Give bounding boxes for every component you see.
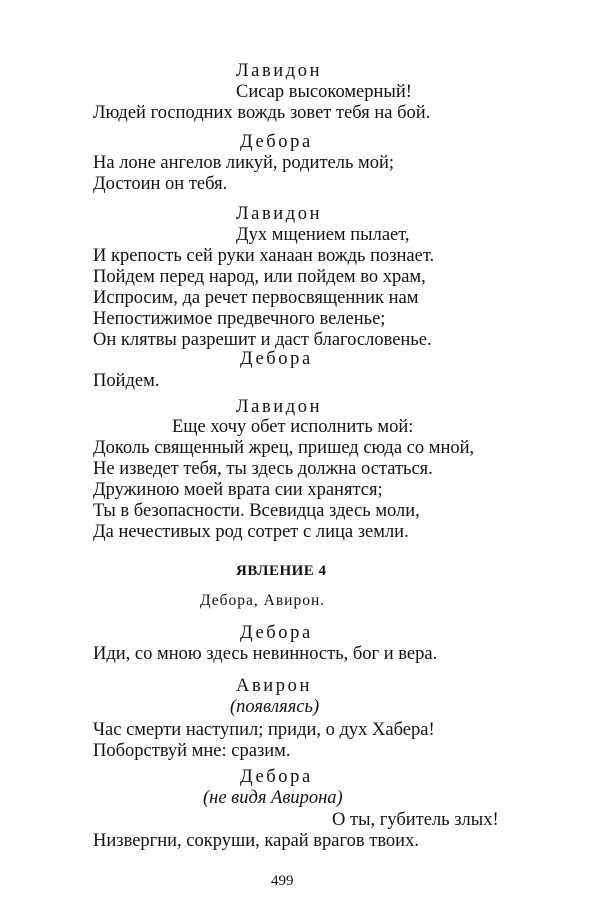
verse-line: Сисар высокомерный!: [236, 82, 412, 102]
verse-line: Низвергни, сокруши, карай врагов твоих.: [93, 831, 419, 851]
speaker-name: Авирон: [236, 676, 312, 696]
verse-line: Не изведет тебя, ты здесь должна остаться.: [93, 459, 433, 479]
verse-line: Поборствуй мне: сразим.: [93, 741, 291, 761]
dramatis-personae: Дебора, Авирон.: [200, 592, 326, 609]
speaker-name: Лавидон: [236, 61, 323, 81]
speaker-name: Дебора: [240, 767, 313, 787]
speaker-name: Дебора: [240, 349, 313, 369]
verse-line: И крепость сей руки ханаан вождь познает.: [93, 246, 435, 266]
verse-line: Дух мщением пылает,: [236, 225, 410, 245]
speaker-name: Дебора: [240, 623, 313, 643]
stage-direction: (не видя Авирона): [203, 788, 343, 808]
verse-line: Да нечестивых род сотрет с лица земли.: [93, 522, 409, 542]
speaker-name: Дебора: [240, 132, 313, 152]
page-number: 499: [271, 873, 294, 889]
verse-line: Доколь священный жрец, пришед сюда со мной,: [93, 438, 475, 458]
verse-line: Пойдем перед народ, или пойдем во храм,: [93, 267, 426, 287]
speaker-name: Лавидон: [236, 397, 323, 417]
verse-line: Иди, со мною здесь невинность, бог и вера.: [93, 644, 438, 664]
verse-line: Дружиною моей врата сии хранятся;: [93, 480, 383, 500]
verse-line: О ты, губитель злых!: [332, 810, 499, 830]
verse-line: Испросим, да речет первосвященник нам: [93, 288, 419, 308]
scene-title: ЯВЛЕНИЕ 4: [236, 563, 327, 579]
verse-line: Час смерти наступил; приди, о дух Хабера!: [93, 720, 435, 740]
verse-line: Непостижимое предвечного веленье;: [93, 309, 386, 329]
verse-line: Достоин он тебя.: [93, 174, 228, 194]
speaker-name: Лавидон: [236, 204, 323, 224]
verse-line: Людей господних вождь зовет тебя на бой.: [93, 103, 431, 123]
verse-line: На лоне ангелов ликуй, родитель мой;: [93, 153, 395, 173]
verse-line: Он клятвы разрешит и даст благословенье.: [93, 330, 432, 350]
verse-line: Пойдем.: [93, 371, 160, 391]
verse-line: Еще хочу обет исполнить мой:: [172, 417, 414, 437]
stage-direction: (появляясь): [230, 697, 320, 717]
verse-line: Ты в безопасности. Всевидца здесь моли,: [93, 501, 420, 521]
